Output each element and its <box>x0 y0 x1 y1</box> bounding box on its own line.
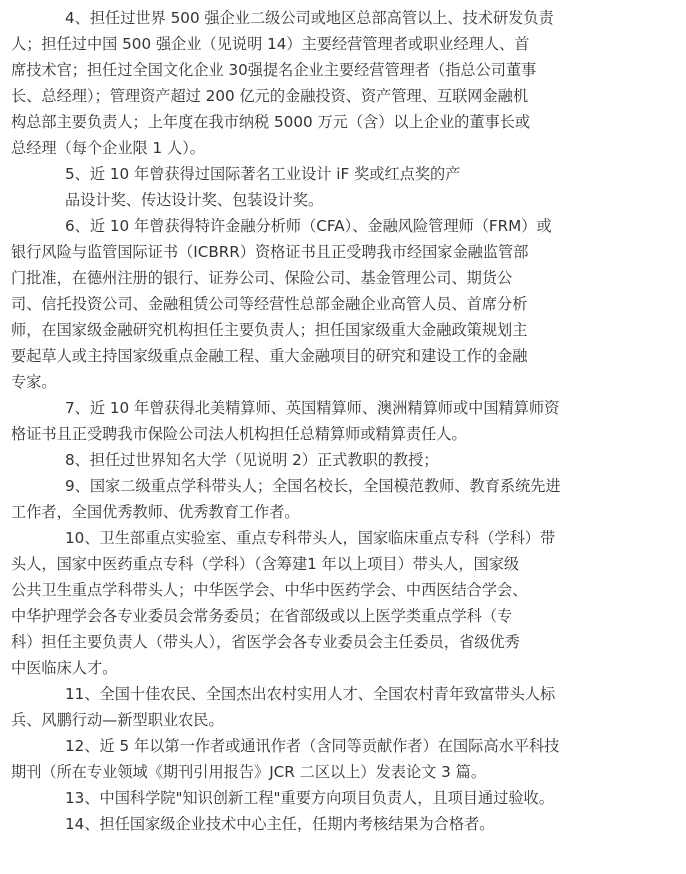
text-line: 7、近 10 年曾获得北美精算师、英国精算师、澳洲精算师或中国精算师资 <box>65 399 560 417</box>
text-line: 科）担任主要负责人（带头人），省医学会各专业委员会主任委员，省级优秀 <box>11 633 520 651</box>
text-line: 门批准，在德州注册的银行、证券公司、保险公司、基金管理公司、期货公 <box>11 269 513 287</box>
text-line: 5、近 10 年曾获得过国际著名工业设计 iF 奖或红点奖的产 <box>65 165 461 183</box>
text-line: 品设计奖、传达设计奖、包装设计奖。 <box>65 191 324 209</box>
text-line: 14、担任国家级企业技术中心主任，任期内考核结果为合格者。 <box>65 815 495 833</box>
text-line: 10、卫生部重点实验室、重点专科带头人，国家临床重点专科（学科）带 <box>65 529 556 547</box>
text-line: 专家。 <box>11 373 57 391</box>
text-line: 长、总经理）；管理资产超过 200 亿元的金融投资、资产管理、互联网金融机 <box>11 87 529 105</box>
text-line: 构总部主要负责人；上年度在我市纳税 5000 万元（含）以上企业的董事长或 <box>11 113 531 131</box>
text-line: 师，在国家级金融研究机构担任主要负责人；担任国家级重大金融政策规划主 <box>11 321 528 339</box>
text-line: 11、全国十佳农民、全国杰出农村实用人才、全国农村青年致富带头人标 <box>65 685 556 703</box>
text-line: 席技术官；担任过全国文化企业 30强提名企业主要经营管理者（指总公司董事 <box>11 61 537 79</box>
text-line: 兵、风鹏行动—新型职业农民。 <box>11 711 224 729</box>
text-line: 13、中国科学院"知识创新工程"重要方向项目负责人，且项目通过验收。 <box>65 789 554 807</box>
text-line: 12、近 5 年以第一作者或通讯作者（含同等贡献作者）在国际高水平科技 <box>65 737 560 755</box>
text-line: 头人，国家中医药重点专科（学科）（含筹建1 年以上项目）带头人，国家级 <box>11 555 520 573</box>
text-line: 4、担任过世界 500 强企业二级公司或地区总部高管以上、技术研发负责 <box>65 9 554 27</box>
text-line: 格证书且正受聘我市保险公司法人机构担任总精算师或精算责任人。 <box>11 425 467 443</box>
text-line: 银行风险与监管国际证书（ICBRR）资格证书且正受聘我市经国家金融监管部 <box>11 243 529 261</box>
text-line: 司、信托投资公司、金融租赁公司等经营性总部金融企业高管人员、首席分析 <box>11 295 528 313</box>
text-line: 6、近 10 年曾获得特许金融分析师（CFA）、金融风险管理师（FRM）或 <box>65 217 552 235</box>
text-line: 中华护理学会各专业委员会常务委员；在省部级或以上医学类重点学科（专 <box>11 607 513 625</box>
text-line: 总经理（每个企业限 1 人）。 <box>11 139 205 157</box>
text-line: 公共卫生重点学科带头人；中华医学会、中华中医药学会、中西医结合学会、 <box>11 581 528 599</box>
text-line: 工作者，全国优秀教师、优秀教育工作者。 <box>11 503 300 521</box>
text-line: 中医临床人才。 <box>11 659 118 677</box>
text-line: 9、国家二级重点学科带头人；全国名校长，全国模范教师、教育系统先进 <box>65 477 561 495</box>
text-line: 8、担任过世界知名大学（见说明 2）正式教职的教授； <box>65 451 439 469</box>
text-line: 人；担任过中国 500 强企业（见说明 14）主要经营管理者或职业经理人、首 <box>11 35 530 53</box>
text-line: 期刊（所在专业领域《期刊引用报告》JCR 二区以上）发表论文 3 篇。 <box>11 763 487 781</box>
text-line: 要起草人或主持国家级重点金融工程、重大金融项目的研究和建设工作的金融 <box>11 347 528 365</box>
